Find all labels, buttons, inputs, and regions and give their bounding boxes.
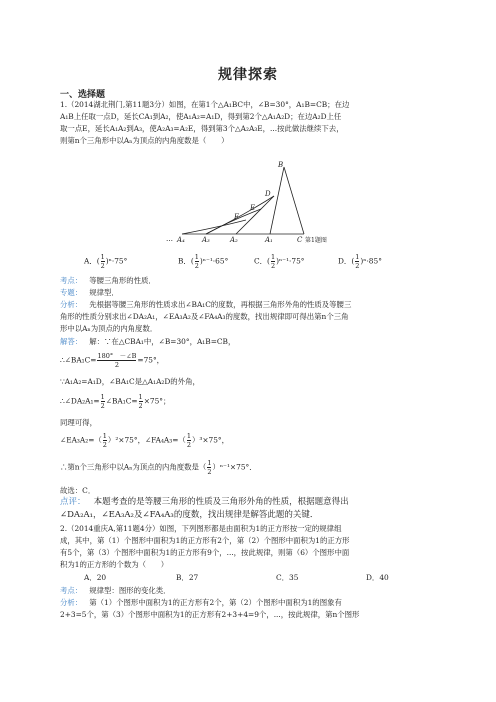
q1-zhuanti: 专题： 规律型． [60,288,119,297]
q2-option-a[interactable]: A．20 [84,573,107,582]
q1-step-2: ∴∠BA₁C= $\frac{180^\circ -\angle B}{2}$ =75°， [60,352,165,369]
q1-line3: 取一点E，延长A₁A₂到A₃，使A₂A₃=A₂E，得到第3个△A₂A₃E，...按此做法继续下去， [60,124,344,133]
q2-fenxi: 分析： 第（1）个图形中面积为1的正方形有2个，第（2）个图形中面积为1的图象有 [60,598,342,607]
option-c-label: C． [254,256,268,266]
q2-line4: 积为1的正方形的个数为（ ） [60,560,169,569]
q1-fenxi-3: 形中以Aₙ为顶点的内角度数． [60,324,158,333]
edge-bc [284,167,304,234]
label-dots: … [166,235,173,243]
q1-fenxi: 分析： 先根据等腰三角形的性质求出∠BA₁C的度数，再根据三角形外角的性质及等腰三 [60,300,352,309]
q1-dianping: 点评： 本题考查的是等腰三角形的性质及三角形外角的性质，根据题意得出 [60,497,349,507]
edge-a1b [270,167,284,234]
q2-kaodian: 考点： 规律型：图形的变化类． [60,586,171,595]
q2-line3: 有5个，第（3）个图形中面积为1的正方形有9个，...，按此规律，则第（6）个图形中面 [60,548,350,557]
page-title: 规律探索 [218,67,278,83]
section-heading: 一、选择题 [60,90,106,100]
label-e: E [250,204,256,212]
q1-answer: 故选：C． [60,486,96,495]
label-b: B [278,161,284,169]
option-b-tail: ⁿ⁻¹·65° [202,256,229,266]
q1-line4: 则第n个三角形中以Aₙ为顶点的内角度数是（ ） [60,136,229,145]
q1-step-4: ∴∠DA₂A₁= $\frac{1}{2}$ ∠BA₁C= $\frac{1}{2}$ ×75°； [60,393,171,410]
frac: $\frac{1}{2}$ [100,253,105,270]
q1-option-b[interactable]: B．( $\frac{1}{2}$ )ⁿ⁻¹·65° [178,253,229,270]
label-f: F [234,213,239,221]
q2-fenxi-2: 2+3=5个，第（3）个图形中面积为1的正方形有2+3+4=9个，...，按此规律，第n个图形 [60,610,360,619]
label-c: C [297,236,303,244]
frac: $\frac{1}{2}$ [194,253,199,270]
option-a-tail: ⁿ·75° [108,256,128,266]
q1-step-5: 同理可得， [60,418,97,427]
q2-option-b[interactable]: B．27 [176,573,199,582]
option-c-tail: ⁿ⁻¹·75° [278,256,305,266]
option-d-label: D． [338,256,352,266]
label-a4: A₄ [177,236,185,244]
curve-f [182,220,246,234]
q1-triangle-figure [164,161,327,245]
frac: $\frac{1}{2}$ [270,253,276,270]
option-d-tail: ⁿ·85° [363,256,382,266]
label-a2: A₂ [230,236,238,244]
q2-option-c[interactable]: C．35 [276,573,299,582]
q1-option-c[interactable]: C．( $\frac{1}{2}$ )ⁿ⁻¹·75° [254,253,305,270]
q1-step-3: ∵A₁A₂=A₁D，∠BA₁C是△A₁A₂D的外角， [60,377,200,386]
label-a1: A₁ [265,236,273,244]
label-d: D [265,190,271,198]
q1-dianping-2: ∠DA₂A₁，∠EA₃A₂及∠FA₄A₃的度数，找出规律是解答此题的关键． [60,510,319,520]
q1-line2: A₁B上任取一点D，延长CA₁到A₂，使A₁A₂=A₁D，得到第2个△A₁A₂D；在边A₂D上任 [60,112,342,121]
q1-jieda: 解答： 解：∵在△CBA₁中，∠B=30°，A₁B=CB， [60,337,236,346]
q1-step-6: ∠EA₃A₂=（ $\frac{1}{2}$ ）²×75°，∠FA₄A₃=（ $\frac{1}{2}$ ）³×75°， [60,432,230,449]
q1-kaodian: 考点： 等腰三角形的性质． [60,276,156,285]
figure-caption: 第1题图 [305,237,327,244]
q2-line1: 2.（2014重庆A,第11题4分）如图，下列图形都是由面积为1的正方形按一定的规律组 [60,524,342,533]
q1-option-a[interactable]: A．( $\frac{1}{2}$ )ⁿ·75° [84,253,128,270]
label-a3: A₃ [202,236,210,244]
frac: $\frac{1}{2}$ [355,253,360,270]
q1-line1: 1.（2014湖北荆门,第11题3分）如图，在第1个△A₁BC中，∠B=30°，A₁B=CB；在边 [60,100,350,109]
q1-option-d[interactable]: D．( $\frac{1}{2}$ )ⁿ·85° [338,253,382,270]
q2-line2: 成，其中，第（1）个图形中面积为1的正方形有2个，第（2）个图形中面积为1的正方形 [60,536,350,545]
q2-option-d[interactable]: D．40 [366,573,389,582]
option-b-label: B． [178,256,191,266]
q1-fenxi-2: 角形的性质分别求出∠DA₂A₁，∠EA₃A₂及∠FA₄A₃的度数，找出规律即可得出第n个三角 [60,312,349,321]
option-a-label: A． [84,256,97,266]
q1-step-7: ∴第n个三角形中以Aₙ为顶点的内角度数是（ $\frac{1}{2}$ ）ⁿ⁻¹×75°． [60,459,257,476]
